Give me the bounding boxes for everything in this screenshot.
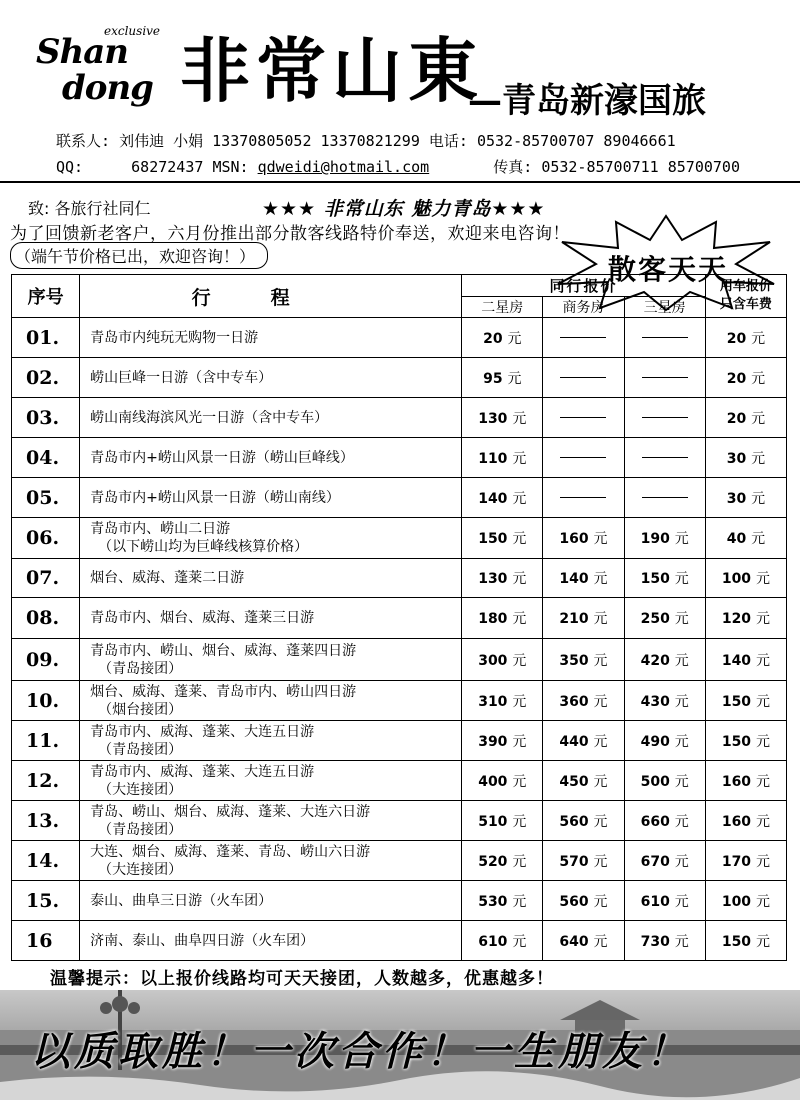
price-unit: 元 bbox=[755, 813, 770, 830]
table-row bbox=[12, 559, 787, 598]
price-value: 310 bbox=[478, 693, 508, 710]
empty-dash bbox=[560, 457, 606, 458]
price-car bbox=[705, 318, 786, 358]
brand-logo bbox=[36, 24, 166, 114]
route-line: 崂山南线海滨风光一日游（含中专车） bbox=[90, 409, 329, 426]
row-number: 02. bbox=[12, 358, 80, 398]
price-unit: 元 bbox=[593, 611, 608, 627]
price-table bbox=[11, 274, 787, 961]
col-header-no: 序号 bbox=[12, 275, 80, 318]
price-unit: 元 bbox=[593, 571, 608, 587]
row-number: 05. bbox=[12, 478, 80, 518]
row-number: 04. bbox=[12, 438, 80, 478]
price-pb bbox=[543, 478, 624, 518]
price-unit: 元 bbox=[755, 733, 770, 750]
price-p2 bbox=[462, 559, 543, 598]
price-unit: 元 bbox=[512, 450, 527, 467]
price-p2 bbox=[462, 841, 543, 881]
price-pb bbox=[543, 721, 624, 761]
price-car bbox=[705, 598, 786, 639]
price-value: 500 bbox=[640, 773, 670, 790]
price-unit: 元 bbox=[512, 813, 527, 830]
price-value: 730 bbox=[640, 933, 670, 950]
empty-dash bbox=[560, 377, 606, 378]
contact-line-2 bbox=[56, 156, 740, 177]
price-p2 bbox=[462, 921, 543, 961]
route-cell bbox=[80, 358, 462, 398]
table-row bbox=[12, 921, 787, 961]
price-unit: 元 bbox=[674, 531, 689, 547]
price-value: 150 bbox=[478, 531, 508, 547]
price-value: 660 bbox=[640, 813, 670, 830]
price-unit: 元 bbox=[755, 693, 770, 710]
price-value: 490 bbox=[640, 733, 670, 750]
price-value: 30 bbox=[726, 490, 747, 507]
route-line: （大连接团） bbox=[98, 781, 183, 798]
price-unit: 元 bbox=[512, 853, 527, 870]
warm-tip: 温馨提示：以上报价线路均可天天接团，人数越多，优惠越多！ bbox=[50, 969, 554, 989]
route-line: 泰山、曲阜三日游（火车团） bbox=[90, 892, 273, 909]
price-unit: 元 bbox=[751, 330, 766, 347]
price-p2 bbox=[462, 761, 543, 801]
price-value: 420 bbox=[640, 652, 670, 669]
price-value: 110 bbox=[478, 450, 508, 467]
table-row bbox=[12, 801, 787, 841]
price-value: 560 bbox=[559, 893, 589, 910]
fax-label: 传真: bbox=[493, 158, 533, 176]
price-pb bbox=[543, 801, 624, 841]
price-pb bbox=[543, 761, 624, 801]
price-value: 140 bbox=[721, 652, 752, 669]
price-p2 bbox=[462, 598, 543, 639]
price-unit: 元 bbox=[674, 813, 689, 830]
price-value: 390 bbox=[478, 733, 508, 750]
price-p3 bbox=[624, 639, 705, 681]
col-header-route: 行程 bbox=[80, 275, 462, 318]
price-pb bbox=[543, 639, 624, 681]
price-car bbox=[705, 518, 786, 559]
route-line: （青岛接团） bbox=[98, 821, 183, 838]
price-pb bbox=[543, 559, 624, 598]
route-line: （烟台接团） bbox=[98, 701, 183, 718]
price-value: 640 bbox=[559, 933, 589, 950]
route-cell bbox=[80, 559, 462, 598]
price-value: 360 bbox=[559, 693, 589, 710]
price-unit: 元 bbox=[593, 853, 608, 870]
empty-dash bbox=[560, 337, 606, 338]
price-p2 bbox=[462, 681, 543, 721]
price-unit: 元 bbox=[674, 652, 689, 669]
price-unit: 元 bbox=[512, 490, 527, 507]
route-line: 青岛市内、威海、蓬莱、大连五日游 bbox=[90, 723, 315, 740]
empty-dash bbox=[560, 497, 606, 498]
route-line: 崂山巨峰一日游（含中专车） bbox=[90, 369, 273, 386]
contact-line-1 bbox=[56, 130, 676, 151]
price-p3 bbox=[624, 598, 705, 639]
price-unit: 元 bbox=[512, 733, 527, 750]
price-unit: 元 bbox=[674, 733, 689, 750]
price-value: 170 bbox=[721, 853, 752, 870]
price-value: 400 bbox=[478, 773, 508, 790]
price-unit: 元 bbox=[593, 693, 608, 710]
price-value: 610 bbox=[478, 933, 508, 950]
route-cell bbox=[80, 721, 462, 761]
row-number: 13. bbox=[12, 801, 80, 841]
row-number: 11. bbox=[12, 721, 80, 761]
table-row bbox=[12, 438, 787, 478]
brand-cn-title: 非常山東 bbox=[180, 29, 484, 112]
row-number: 03. bbox=[12, 398, 80, 438]
price-unit: 元 bbox=[755, 933, 770, 950]
col-header-car-price bbox=[705, 275, 786, 318]
route-cell bbox=[80, 801, 462, 841]
price-value: 100 bbox=[721, 893, 752, 910]
top-slogan: ★★★ 非常山东 魅力青岛★★★ bbox=[262, 198, 546, 220]
table-row bbox=[12, 478, 787, 518]
contact-mobiles: 13370805052 13370821299 bbox=[212, 132, 420, 150]
route-line: 青岛市内、崂山二日游 bbox=[90, 521, 231, 537]
route-line: 青岛市内+崂山风景一日游（崂山巨峰线） bbox=[90, 449, 354, 466]
route-cell bbox=[80, 598, 462, 639]
qq-number: 68272437 bbox=[131, 158, 204, 176]
price-car bbox=[705, 921, 786, 961]
price-unit: 元 bbox=[512, 410, 527, 427]
price-value: 530 bbox=[478, 893, 508, 910]
price-value: 40 bbox=[726, 531, 747, 547]
price-unit: 元 bbox=[755, 611, 770, 627]
route-cell bbox=[80, 478, 462, 518]
col-header-business: 商务房 bbox=[543, 297, 624, 318]
price-unit: 元 bbox=[755, 773, 770, 790]
route-line: 青岛市内、威海、蓬莱、大连五日游 bbox=[90, 763, 315, 780]
price-p3 bbox=[624, 841, 705, 881]
price-pb bbox=[543, 318, 624, 358]
row-number: 16 bbox=[12, 921, 80, 961]
price-p3 bbox=[624, 881, 705, 921]
price-p3 bbox=[624, 438, 705, 478]
price-value: 30 bbox=[726, 450, 747, 467]
route-line: （以下崂山均为巨峰线核算价格） bbox=[98, 539, 309, 555]
price-value: 570 bbox=[559, 853, 589, 870]
price-value: 100 bbox=[721, 571, 752, 587]
intro-text: 为了回馈新老客户，六月份推出部分散客线路特价奉送，欢迎来电咨询！ bbox=[10, 224, 570, 244]
price-pb bbox=[543, 598, 624, 639]
col-header-group-price: 同行报价 bbox=[462, 275, 706, 297]
price-unit: 元 bbox=[751, 370, 766, 387]
price-car bbox=[705, 398, 786, 438]
price-unit: 元 bbox=[755, 652, 770, 669]
price-p2 bbox=[462, 478, 543, 518]
price-value: 140 bbox=[478, 490, 508, 507]
price-p3 bbox=[624, 921, 705, 961]
price-unit: 元 bbox=[674, 571, 689, 587]
price-unit: 元 bbox=[674, 773, 689, 790]
header bbox=[0, 0, 800, 185]
price-unit: 元 bbox=[755, 853, 770, 870]
empty-dash bbox=[560, 417, 606, 418]
price-car bbox=[705, 438, 786, 478]
price-p3 bbox=[624, 518, 705, 559]
price-unit: 元 bbox=[755, 893, 770, 910]
price-pb bbox=[543, 438, 624, 478]
price-unit: 元 bbox=[512, 893, 527, 910]
table-row bbox=[12, 398, 787, 438]
route-cell bbox=[80, 318, 462, 358]
logo-exclusive-text: exclusive bbox=[104, 24, 161, 38]
route-cell bbox=[80, 518, 462, 559]
row-number: 14. bbox=[12, 841, 80, 881]
price-pb bbox=[543, 841, 624, 881]
price-value: 300 bbox=[478, 652, 508, 669]
price-unit: 元 bbox=[674, 853, 689, 870]
price-unit: 元 bbox=[674, 933, 689, 950]
price-pb bbox=[543, 921, 624, 961]
table-row bbox=[12, 598, 787, 639]
price-value: 150 bbox=[721, 933, 752, 950]
price-value: 130 bbox=[478, 571, 508, 587]
price-value: 130 bbox=[478, 410, 508, 427]
table-row bbox=[12, 761, 787, 801]
price-unit: 元 bbox=[751, 531, 766, 547]
row-number: 10. bbox=[12, 681, 80, 721]
price-value: 180 bbox=[478, 611, 508, 627]
empty-dash bbox=[642, 497, 688, 498]
price-value: 95 bbox=[483, 370, 503, 387]
price-unit: 元 bbox=[507, 330, 522, 347]
route-line: 大连、烟台、威海、蓬莱、青岛、崂山六日游 bbox=[90, 843, 371, 860]
col-header-3star: 三星房 bbox=[624, 297, 705, 318]
price-unit: 元 bbox=[755, 571, 770, 587]
price-unit: 元 bbox=[593, 652, 608, 669]
route-line: 青岛市内+崂山风景一日游（崂山南线） bbox=[90, 489, 340, 506]
route-cell bbox=[80, 639, 462, 681]
price-p2 bbox=[462, 398, 543, 438]
price-p2 bbox=[462, 881, 543, 921]
price-car bbox=[705, 881, 786, 921]
price-p2 bbox=[462, 438, 543, 478]
price-unit: 元 bbox=[674, 893, 689, 910]
row-number: 15. bbox=[12, 881, 80, 921]
holiday-note: （端午节价格已出，欢迎咨询！） bbox=[10, 242, 268, 269]
price-p2 bbox=[462, 639, 543, 681]
price-pb bbox=[543, 518, 624, 559]
price-unit: 元 bbox=[593, 531, 608, 547]
header-divider bbox=[0, 181, 800, 183]
price-value: 20 bbox=[483, 330, 503, 347]
price-value: 160 bbox=[721, 813, 752, 830]
price-unit: 元 bbox=[593, 773, 608, 790]
footer-slogan: 以质取胜！一次合作！一生朋友！ bbox=[30, 1028, 690, 1075]
route-line: 烟台、威海、蓬莱、青岛市内、崂山四日游 bbox=[90, 683, 357, 700]
price-unit: 元 bbox=[593, 733, 608, 750]
table-row bbox=[12, 881, 787, 921]
table-row bbox=[12, 721, 787, 761]
price-unit: 元 bbox=[751, 410, 766, 427]
price-unit: 元 bbox=[593, 933, 608, 950]
route-cell bbox=[80, 398, 462, 438]
price-p2 bbox=[462, 721, 543, 761]
price-p2 bbox=[462, 801, 543, 841]
price-car bbox=[705, 478, 786, 518]
price-p2 bbox=[462, 518, 543, 559]
route-line: 济南、泰山、曲阜四日游（火车团） bbox=[90, 932, 315, 949]
logo-dong-text: dong bbox=[62, 68, 153, 108]
table-row bbox=[12, 681, 787, 721]
agency-name: —青岛新濠国旅 bbox=[468, 81, 706, 121]
price-car bbox=[705, 721, 786, 761]
car-price-title: 用车报价 bbox=[719, 279, 772, 294]
route-cell bbox=[80, 761, 462, 801]
price-car bbox=[705, 639, 786, 681]
empty-dash bbox=[642, 457, 688, 458]
qq-label: QQ: bbox=[56, 158, 84, 176]
price-value: 510 bbox=[478, 813, 508, 830]
price-unit: 元 bbox=[674, 611, 689, 627]
route-cell bbox=[80, 681, 462, 721]
price-p3 bbox=[624, 761, 705, 801]
table-row bbox=[12, 639, 787, 681]
price-value: 190 bbox=[640, 531, 670, 547]
row-number: 06. bbox=[12, 518, 80, 559]
route-line: （大连接团） bbox=[98, 861, 183, 878]
price-unit: 元 bbox=[674, 693, 689, 710]
logo-shan-text: Shan bbox=[36, 32, 129, 72]
price-car bbox=[705, 761, 786, 801]
price-unit: 元 bbox=[751, 450, 766, 467]
msn-email-link[interactable]: qdweidi@hotmail.com bbox=[257, 158, 430, 176]
row-number: 08. bbox=[12, 598, 80, 639]
route-line: 青岛市内、崂山、烟台、威海、蓬莱四日游 bbox=[90, 642, 357, 659]
price-unit: 元 bbox=[512, 652, 527, 669]
price-value: 670 bbox=[640, 853, 670, 870]
row-number: 09. bbox=[12, 639, 80, 681]
price-value: 610 bbox=[640, 893, 670, 910]
price-unit: 元 bbox=[593, 813, 608, 830]
table-row bbox=[12, 358, 787, 398]
route-line: （青岛接团） bbox=[98, 660, 183, 677]
price-value: 440 bbox=[559, 733, 589, 750]
price-value: 120 bbox=[721, 611, 752, 627]
fax-numbers: 0532-85700711 85700700 bbox=[541, 158, 740, 176]
price-p3 bbox=[624, 559, 705, 598]
price-p2 bbox=[462, 318, 543, 358]
route-line: （青岛接团） bbox=[98, 741, 183, 758]
route-cell bbox=[80, 841, 462, 881]
price-car bbox=[705, 801, 786, 841]
price-value: 150 bbox=[721, 733, 752, 750]
price-pb bbox=[543, 358, 624, 398]
price-value: 160 bbox=[721, 773, 752, 790]
price-value: 250 bbox=[640, 611, 670, 627]
price-value: 160 bbox=[559, 531, 589, 547]
price-unit: 元 bbox=[512, 933, 527, 950]
price-car bbox=[705, 358, 786, 398]
price-unit: 元 bbox=[751, 490, 766, 507]
price-value: 150 bbox=[640, 571, 670, 587]
row-number: 07. bbox=[12, 559, 80, 598]
car-price-subtitle: 只含车费 bbox=[719, 297, 772, 312]
table-row bbox=[12, 841, 787, 881]
price-pb bbox=[543, 681, 624, 721]
price-unit: 元 bbox=[507, 370, 522, 387]
price-unit: 元 bbox=[512, 571, 527, 587]
price-unit: 元 bbox=[512, 773, 527, 790]
route-line: 青岛、崂山、烟台、威海、蓬莱、大连六日游 bbox=[90, 803, 371, 820]
price-p3 bbox=[624, 318, 705, 358]
price-p3 bbox=[624, 398, 705, 438]
col-header-2star: 二星房 bbox=[462, 297, 543, 318]
contact-label: 联系人: bbox=[56, 132, 111, 150]
route-cell bbox=[80, 921, 462, 961]
table-row bbox=[12, 318, 787, 358]
route-line: 青岛市内、烟台、威海、蓬莱三日游 bbox=[90, 610, 315, 626]
price-p3 bbox=[624, 801, 705, 841]
price-p3 bbox=[624, 681, 705, 721]
empty-dash bbox=[642, 377, 688, 378]
price-value: 210 bbox=[559, 611, 589, 627]
msn-label: MSN: bbox=[212, 158, 249, 176]
price-unit: 元 bbox=[512, 531, 527, 547]
phone-label: 电话: bbox=[428, 132, 468, 150]
row-number: 01. bbox=[12, 318, 80, 358]
price-pb bbox=[543, 881, 624, 921]
contact-names: 刘伟迪 小娟 bbox=[119, 132, 204, 150]
phone-numbers: 0532-85700707 89046661 bbox=[476, 132, 676, 150]
price-value: 560 bbox=[559, 813, 589, 830]
route-line: 青岛市内纯玩无购物一日游 bbox=[90, 329, 259, 346]
price-unit: 元 bbox=[512, 693, 527, 710]
price-value: 20 bbox=[726, 370, 747, 387]
price-car bbox=[705, 841, 786, 881]
price-pb bbox=[543, 398, 624, 438]
burst-text: 散客天天 bbox=[608, 253, 729, 286]
price-p3 bbox=[624, 721, 705, 761]
price-unit: 元 bbox=[512, 611, 527, 627]
price-value: 350 bbox=[559, 652, 589, 669]
price-value: 150 bbox=[721, 693, 752, 710]
row-number: 12. bbox=[12, 761, 80, 801]
price-value: 450 bbox=[559, 773, 589, 790]
price-value: 140 bbox=[559, 571, 589, 587]
empty-dash bbox=[642, 337, 688, 338]
price-value: 520 bbox=[478, 853, 508, 870]
table-row bbox=[12, 518, 787, 559]
price-value: 20 bbox=[726, 410, 747, 427]
greeting: 致: 各旅行社同仁 bbox=[28, 199, 151, 218]
price-value: 430 bbox=[640, 693, 670, 710]
price-p3 bbox=[624, 358, 705, 398]
price-unit: 元 bbox=[593, 893, 608, 910]
footer-banner bbox=[0, 990, 800, 1100]
price-p3 bbox=[624, 478, 705, 518]
route-cell bbox=[80, 438, 462, 478]
route-line: 烟台、威海、蓬莱二日游 bbox=[90, 570, 245, 586]
price-car bbox=[705, 681, 786, 721]
route-cell bbox=[80, 881, 462, 921]
price-p2 bbox=[462, 358, 543, 398]
price-value: 20 bbox=[726, 330, 747, 347]
empty-dash bbox=[642, 417, 688, 418]
price-car bbox=[705, 559, 786, 598]
